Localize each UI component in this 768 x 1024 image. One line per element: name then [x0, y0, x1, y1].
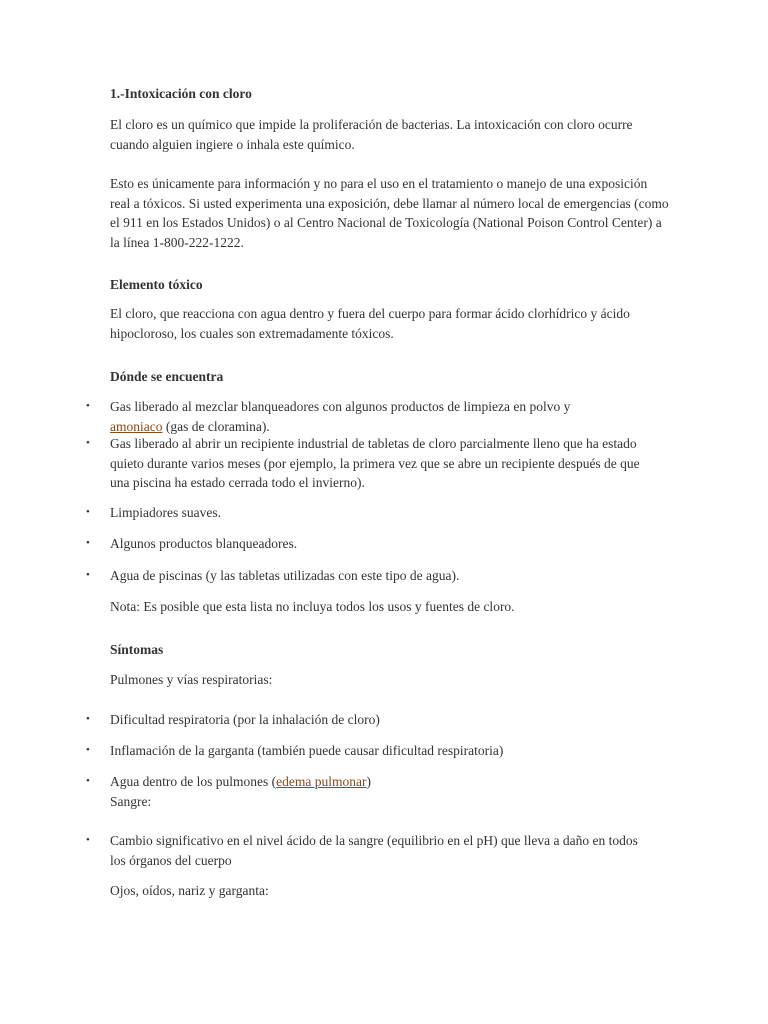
bullet-icon: •: [86, 537, 90, 549]
bullet-icon: •: [86, 400, 90, 412]
list-item-pulmones-2: Inflamación de la garganta (también puede causar dificultad respiratoria): [110, 743, 504, 758]
list-item-text: (gas de cloramina).: [162, 418, 270, 434]
bullet-icon: •: [86, 437, 90, 449]
list-item-pulmones-3: [110, 772, 670, 792]
heading-elemento-toxico: Elemento tóxico: [110, 277, 203, 292]
paragraph-nota: Nota: Es posible que esta lista no incluya todos los usos y fuentes de cloro.: [110, 599, 515, 614]
bullet-icon: •: [86, 569, 90, 581]
list-item-donde-1: [110, 397, 610, 436]
heading-donde: Dónde se encuentra: [110, 369, 224, 384]
link-amoniaco[interactable]: amoniaco: [110, 418, 163, 434]
list-item-text: ): [366, 774, 371, 789]
list-item-donde-2: Gas liberado al abrir un recipiente industrial de tabletas de cloro parcialmente lleno que ha estado quieto durante varios meses (por ejemplo, la primera vez que se abre un recipiente después de que una piscina ha estado cerrada todo el invierno).: [110, 436, 640, 490]
paragraph-elemento: El cloro, que reacciona con agua dentro y fuera del cuerpo para formar ácido clorhídrico y ácido hipocloroso, los cuales son extremadamente tóxicos.: [110, 306, 630, 341]
list-item-text: Gas liberado al mezclar blanqueadores con algunos productos de limpieza en polvo y: [110, 399, 571, 414]
list-item-text: Agua dentro de los pulmones (: [110, 774, 277, 789]
bullet-icon: •: [86, 713, 90, 725]
heading-sintomas: Síntomas: [110, 642, 164, 657]
link-edema-pulmonar[interactable]: edema pulmonar: [276, 774, 367, 789]
label-pulmones: Pulmones y vías respiratorias:: [110, 672, 273, 687]
bullet-icon: •: [86, 744, 90, 756]
label-sangre: Sangre:: [110, 794, 152, 809]
list-item-donde-3: Limpiadores suaves.: [110, 505, 221, 520]
list-item-donde-4: Algunos productos blanqueadores.: [110, 536, 298, 551]
bullet-icon: •: [86, 775, 90, 787]
heading-intoxicacion: 1.-Intoxicación con cloro: [110, 86, 252, 101]
paragraph-disclaimer: Esto es únicamente para información y no para el uso en el tratamiento o manejo de una exposición real a tóxicos. Si usted experimenta una exposición, debe llamar al número local de emergencias (como el 911 en los Estados Unidos) o al Centro Nacional de Toxicología (National Poison Control Center) a la línea 1-800-222-1222.: [110, 176, 669, 250]
list-item-sangre-1: Cambio significativo en el nivel ácido de la sangre (equilibrio en el pH) que lleva a daño en todos los órganos del cuerpo: [110, 833, 638, 868]
list-item-donde-5: Agua de piscinas (y las tabletas utilizadas con este tipo de agua).: [110, 568, 460, 583]
list-item-pulmones-1: Dificultad respiratoria (por la inhalación de cloro): [110, 712, 380, 727]
label-ojos: Ojos, oídos, nariz y garganta:: [110, 883, 269, 898]
bullet-icon: •: [86, 506, 90, 518]
bullet-icon: •: [86, 834, 90, 846]
paragraph-intro: El cloro es un químico que impide la proliferación de bacterias. La intoxicación con cloro ocurre cuando alguien ingiere o inhala este químico.: [110, 117, 633, 152]
